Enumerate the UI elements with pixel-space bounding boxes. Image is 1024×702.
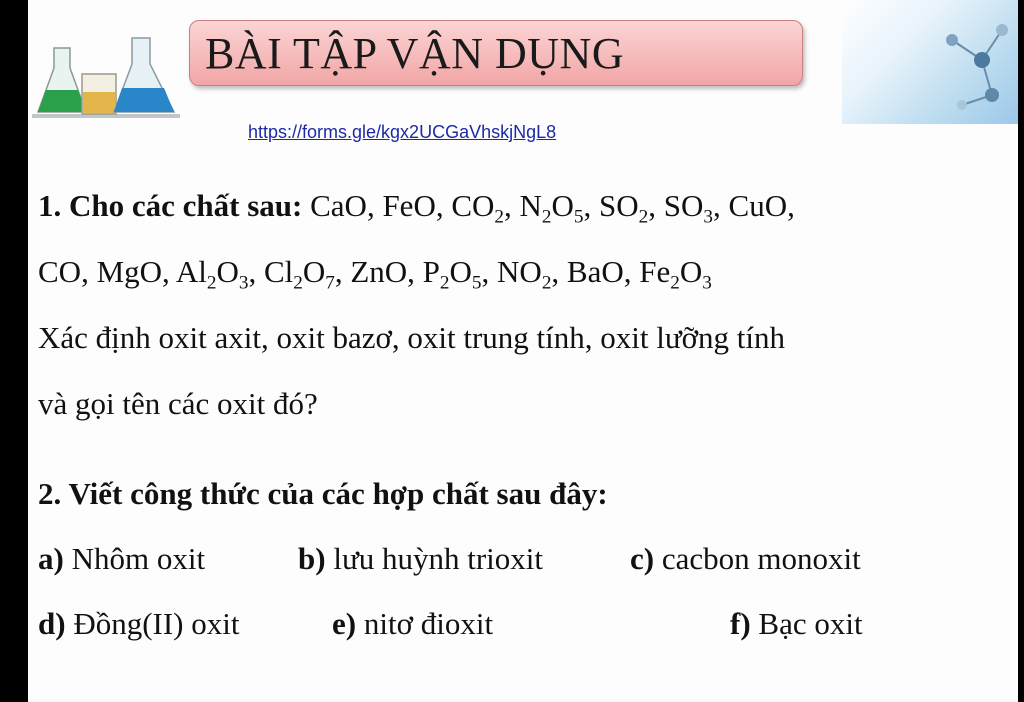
oxide-formula: $SO_3$ (663, 188, 714, 228)
oxide-formula: $P_2O_5$ (422, 254, 482, 294)
oxide-formula: $Fe_2O_3$ (639, 254, 712, 294)
oxide-formula: BaO (566, 254, 624, 289)
oxide-formula: ZnO (350, 254, 408, 289)
oxide-formula: $NO_2$ (497, 254, 552, 294)
slide-title: BÀI TẬP VẬN DỤNG (205, 29, 625, 78)
oxide-list-1: CaO, FeO, $CO_2$, $N_2O_5$, $SO_2$, $SO_3$, CuO, (310, 188, 795, 228)
q2-item-c: c) cacbon monoxit (630, 541, 861, 576)
q2-item-a: a) Nhôm oxit (38, 541, 206, 576)
lab-flasks-illustration (32, 34, 180, 124)
question-1-instruction-1: Xác định oxit axit, oxit bazơ, oxit trung tính, oxit lưỡng tính (38, 320, 786, 355)
question-1-line-2 (38, 254, 712, 294)
oxide-formula: CO (38, 254, 82, 289)
oxide-formula: $Cl_2O_7$ (263, 254, 335, 294)
oxide-formula: FeO (382, 188, 436, 223)
question-1-label: 1. Cho các chất sau: (38, 188, 303, 223)
question-2-label: 2. Viết công thức của các hợp chất sau đây: (38, 476, 608, 511)
oxide-formula: $N_2O_5$ (519, 188, 584, 228)
oxide-formula: CuO (728, 188, 788, 223)
q2-item-b: b) lưu huỳnh trioxit (298, 541, 544, 576)
oxide-formula: $SO_2$ (599, 188, 649, 228)
oxide-list-2: CO, MgO, $Al_2O_3$, $Cl_2O_7$, ZnO, $P_2O_5$, $NO_2$, BaO, $Fe_2O_3$ (38, 254, 712, 294)
molecule-decoration (842, 0, 1018, 124)
q2-item-f: f) Bạc oxit (730, 606, 863, 641)
q2-item-e: e) nitơ đioxit (332, 606, 494, 641)
form-link[interactable]: https://forms.gle/kgx2UCGaVhskjNgL8 (248, 122, 557, 142)
oxide-formula: $CO_2$ (451, 188, 505, 228)
q2-item-d: d) Đồng(II) oxit (38, 606, 240, 641)
oxide-formula: $Al_2O_3$ (175, 254, 249, 294)
oxide-formula: CaO (310, 188, 367, 223)
question-1-line-1 (38, 188, 795, 228)
question-1-instruction-2: và gọi tên các oxit đó? (38, 386, 318, 421)
oxide-formula: MgO (96, 254, 163, 289)
